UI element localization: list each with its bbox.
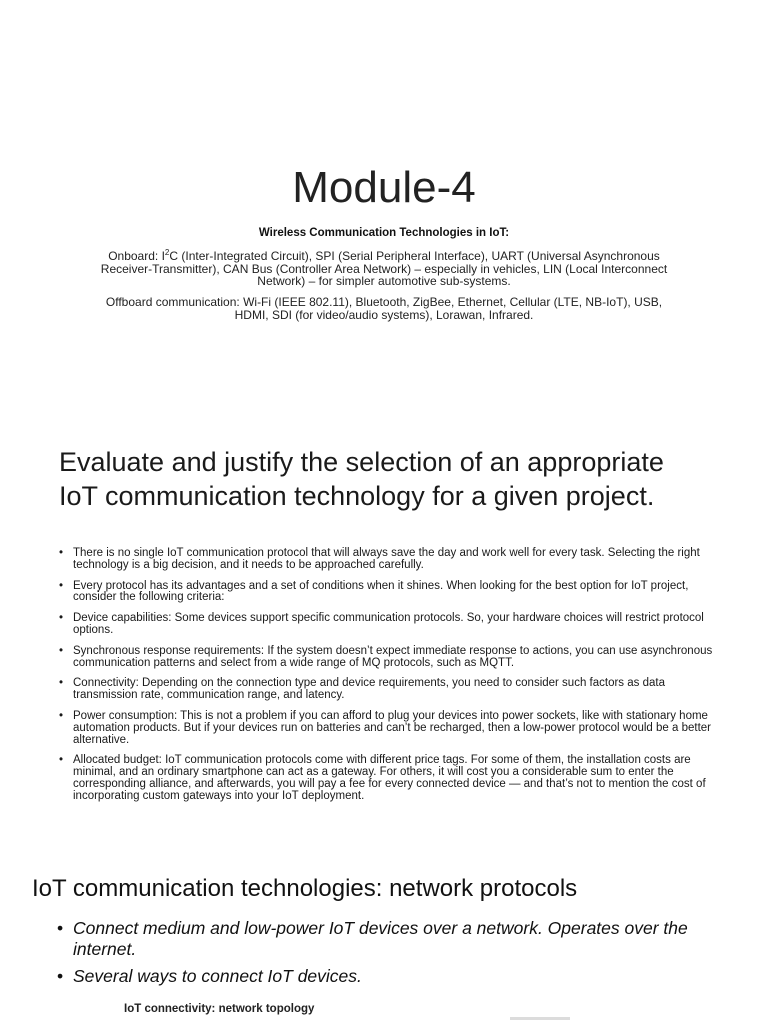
bullet-text: Connectivity: Depending on the connection type and device requirements, you need to consider such factors as data transmission rate, communication range, and latency. — [73, 677, 665, 702]
slide-title: Module-4 — [292, 163, 476, 212]
onboard-prefix: Onboard: I — [108, 249, 165, 263]
slide-title: IoT communication technologies: network protocols — [32, 875, 578, 902]
network-bullet-list — [57, 918, 737, 993]
slide-network-protocols — [0, 860, 768, 1024]
bullet-icon: • — [57, 966, 64, 986]
slide-title: Evaluate and justify the selection of an appropriate IoT communication technology for a given project. — [59, 447, 664, 511]
bullet-icon: • — [59, 754, 64, 767]
bullet-icon: • — [59, 547, 64, 559]
bullet-item — [59, 755, 719, 802]
onboard-paragraph — [100, 250, 668, 288]
bullet-text: There is no single IoT communication protocol that will always save the day and work well for every task. Selecting the right technology is a big decision, and it needs to be approached carefully. — [73, 547, 700, 571]
bullet-item — [57, 918, 737, 960]
bullet-text: Connect medium and low-power IoT devices over a network. Operates over the internet. — [73, 918, 688, 959]
bullet-icon: • — [59, 612, 64, 625]
bullet-text: Every protocol has its advantages and a set of conditions when it shines. When looking for the best option for IoT project, consider the following criteria: — [73, 579, 689, 604]
slide-subtitle: Wireless Communication Technologies in IoT: — [258, 227, 510, 239]
bullet-icon: • — [59, 709, 64, 722]
bullet-text: Device capabilities: Some devices support specific communication protocols. So, your hardware choices will restrict protocol options. — [73, 612, 704, 636]
diagram-caption: IoT connectivity: network topology — [124, 1003, 315, 1015]
onboard-superscript: 2 — [164, 248, 170, 257]
bullet-item — [57, 966, 737, 987]
bullet-item — [59, 548, 719, 572]
bullet-item — [59, 711, 719, 746]
onboard-text: C (Inter-Integrated Circuit), SPI (Serial Peripheral Interface), UART (Universal Asynchronous Receiver-Transmitter), CAN Bus (Controller Area Network) – especially in vehicles, LIN (Local Interconnect Network) – for simpler automotive sub-systems. — [100, 249, 668, 288]
bullet-text: Synchronous response requirements: If the system doesn’t expect immediate response to actions, you can use asynchronous communication patterns and select from a wide range of MQ protocols, such as MQTT. — [73, 644, 713, 669]
bullet-icon: • — [59, 644, 64, 657]
bullet-item — [59, 613, 719, 637]
offboard-paragraph: Offboard communication: Wi-Fi (IEEE 802.11), Bluetooth, ZigBee, Ethernet, Cellular (LTE, NB-IoT), USB, HDMI, SDI (for video/audio systems), Lorawan, Infrared. — [105, 295, 663, 322]
bullet-text: Power consumption: This is not a problem if you can afford to plug your devices into power sockets, like with stationary home automation products. But if your devices run on batteries and can’t be recharged, then a low-power protocol would be a better alternative. — [73, 709, 711, 746]
bullet-item — [59, 581, 719, 605]
slide-evaluate-selection — [0, 440, 768, 820]
diagram-fragment — [510, 1017, 570, 1020]
bullet-icon: • — [59, 677, 64, 690]
bullet-icon: • — [57, 918, 64, 938]
bullet-item — [59, 678, 719, 702]
bullet-text: Allocated budget: IoT communication protocols come with different price tags. For some of them, the installation costs are minimal, and an ordinary smartphone can act as a gateway. For others, it will cost you a considerable sum to enter the corresponding alliance, and afterwards, you will pay a fee for every connected device — and that’s not to mention the cost of incorporating custom gateways into your IoT deployment. — [73, 754, 706, 802]
bullet-item — [59, 646, 719, 670]
criteria-bullet-list — [59, 548, 719, 812]
bullet-icon: • — [59, 579, 64, 592]
slide-module-4 — [0, 0, 768, 430]
bullet-text: Several ways to connect IoT devices. — [73, 966, 362, 986]
